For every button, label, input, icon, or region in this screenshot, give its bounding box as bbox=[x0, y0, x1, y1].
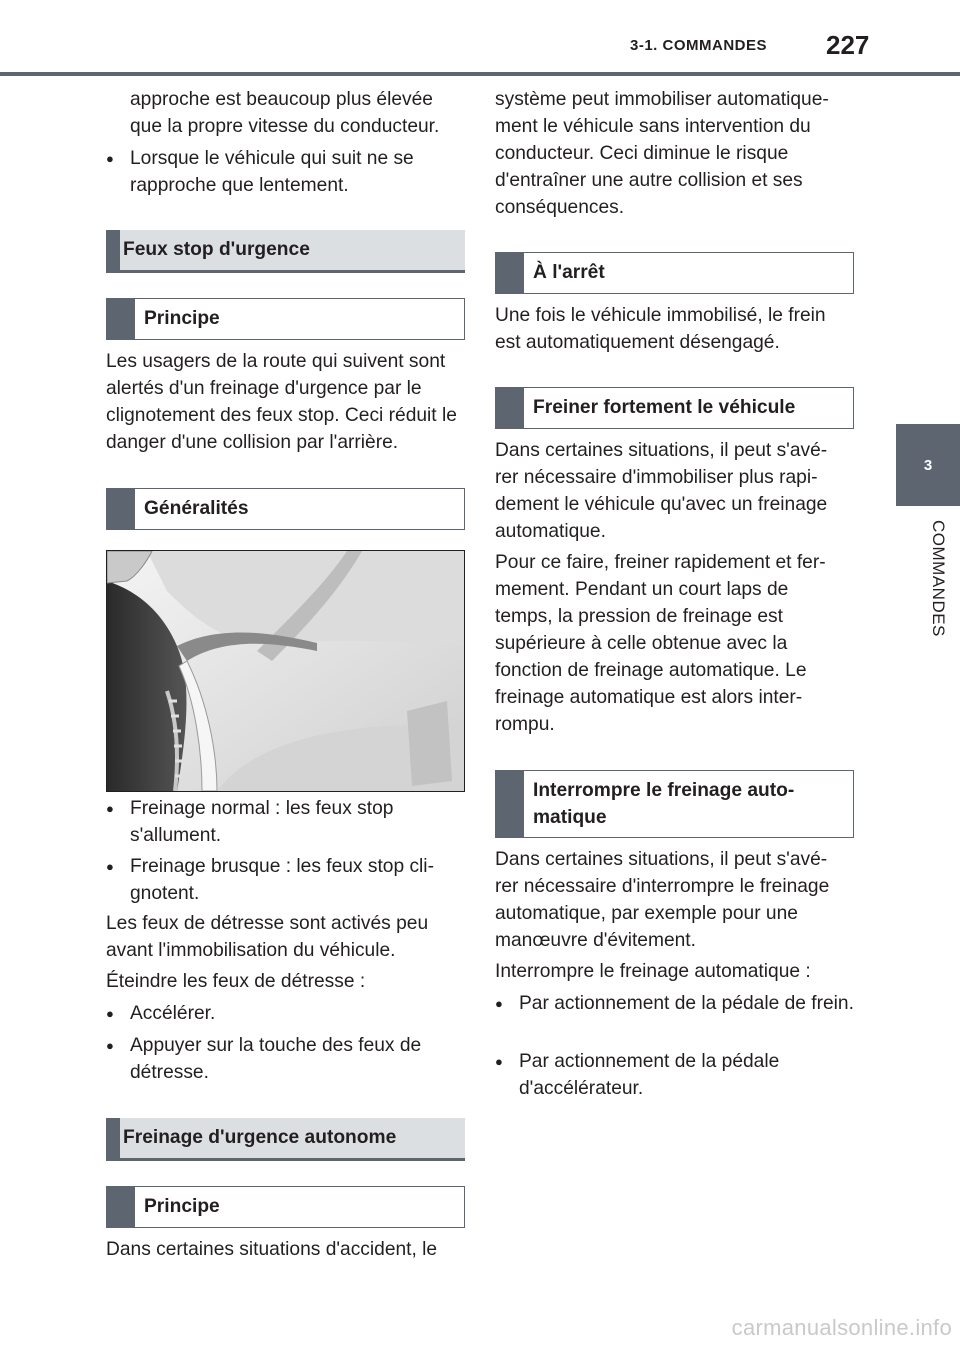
watermark-text: carmanualsonline.info bbox=[731, 1315, 952, 1340]
subheading-freiner-fortement bbox=[495, 387, 854, 429]
car-rear-light-drawing bbox=[107, 551, 464, 791]
subheading-text: Principe bbox=[144, 1196, 220, 1217]
subheading-interrompre bbox=[495, 770, 854, 838]
bullet-appuyer: ● Appuyer sur la touche des feux de détresse. bbox=[130, 1032, 466, 1086]
section-title: 3-1. COMMANDES bbox=[630, 37, 768, 54]
chapter-number: 3 bbox=[923, 456, 933, 474]
header-divider bbox=[0, 72, 960, 76]
heading-freinage-urgence-autonome bbox=[106, 1118, 465, 1161]
subheading-text: Principe bbox=[144, 308, 220, 329]
bullet-lorsque: ● Lorsque le véhicule qui suit ne se rapproche que lentement. bbox=[130, 145, 466, 199]
paragraph-dans-certaines-accident: Dans certaines situations d'accident, le bbox=[106, 1239, 438, 1260]
bullet-accelerer: ● Accélérer. bbox=[130, 1000, 466, 1027]
paragraph-detresse: Les feux de détresse sont activés peu avant l'immobilisation du véhicule. bbox=[106, 913, 429, 961]
bullet-pedale-accelerateur: ● Par actionnement de la pédale d'accélérateur. bbox=[519, 1048, 855, 1102]
chapter-label: COMMANDES bbox=[929, 520, 948, 637]
subheading-principe-2 bbox=[106, 1186, 465, 1228]
subheading-text: Interrompre le freinage auto-matique bbox=[533, 780, 795, 828]
paragraph-approche: approche est beaucoup plus élevée que la propre vitesse du conducteur. bbox=[130, 89, 440, 137]
subheading-text: Généralités bbox=[144, 498, 249, 519]
paragraph-interrompre: Interrompre le freinage automatique : bbox=[495, 961, 811, 982]
subheading-text: À l'arrêt bbox=[533, 262, 605, 283]
page-number: 227 bbox=[826, 30, 870, 60]
heading-text: Freinage d'urgence autonome bbox=[123, 1127, 397, 1148]
heading-feux-stop-urgence bbox=[106, 230, 465, 273]
heading-text: Feux stop d'urgence bbox=[123, 239, 310, 260]
paragraph-systeme: système peut immobiliser automatique-ment le véhicule sans intervention du conducteur. Ceci diminue le risque d'entraîner une autre collision et ses conséquences. bbox=[495, 89, 829, 218]
bullet-freinage-brusque: ● Freinage brusque : les feux stop cli-gnotent. bbox=[130, 853, 466, 907]
subheading-text: Freiner fortement le véhicule bbox=[533, 397, 796, 418]
paragraph-eteindre: Éteindre les feux de détresse : bbox=[106, 971, 366, 992]
paragraph-dans-situations-1: Dans certaines situations, il peut s'avé-rer nécessaire d'immobiliser plus rapi-dement le véhicule qu'avec un freinage automatique. bbox=[495, 440, 828, 542]
subheading-principe bbox=[106, 298, 465, 340]
subheading-a-l-arret bbox=[495, 252, 854, 294]
paragraph-dans-situations-2: Dans certaines situations, il peut s'avé-rer nécessaire d'interrompre le freinage automatique, par exemple pour une manœuvre d'évitement. bbox=[495, 849, 830, 951]
chapter-tab bbox=[896, 424, 960, 506]
paragraph-pour-ce-faire: Pour ce faire, freiner rapidement et fer-mement. Pendant un court laps de temps, la pression de freinage est supérieure à celle obtenue avec la fonction de freinage automatique. Le freinage automatique est alors inter-rompu. bbox=[495, 552, 826, 735]
paragraph-usagers: Les usagers de la route qui suivent sont alertés d'un freinage d'urgence par le clignotement des feux stop. Ceci réduit le danger d'une collision par l'arrière. bbox=[106, 351, 457, 453]
brake-light-illustration bbox=[106, 550, 465, 792]
bullet-freinage-normal: ● Freinage normal : les feux stop s'allument. bbox=[130, 795, 466, 849]
bullet-pedale-frein: ● Par actionnement de la pédale de frein. bbox=[519, 990, 855, 1017]
paragraph-une-fois: Une fois le véhicule immobilisé, le frein est automatiquement désengagé. bbox=[495, 305, 826, 353]
subheading-generalites bbox=[106, 488, 465, 530]
